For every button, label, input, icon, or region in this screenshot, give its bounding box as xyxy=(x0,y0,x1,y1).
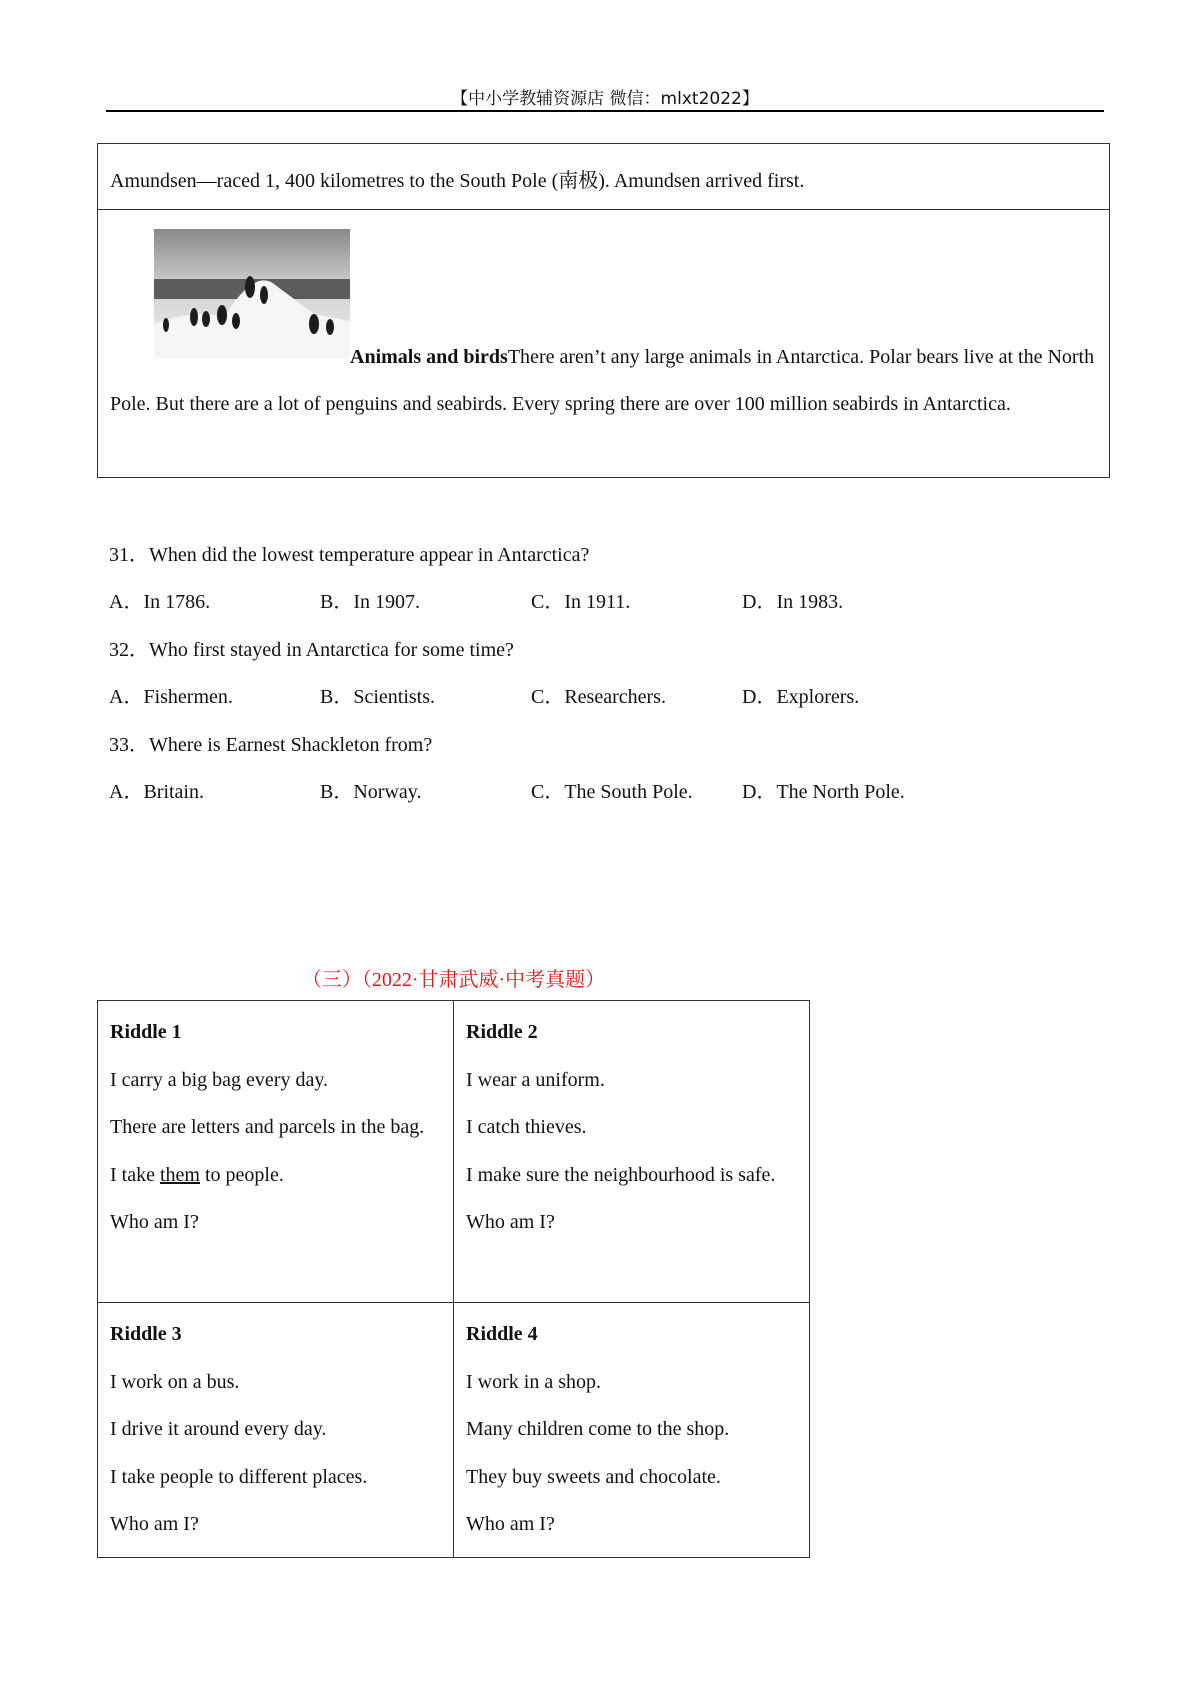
option-a: A．Britain. xyxy=(109,781,204,803)
page-header: 【中小学教辅资源店 微信：mlxt2022】 xyxy=(451,89,759,109)
option-d: D．Explorers. xyxy=(742,686,860,708)
option-c: C．In 1911. xyxy=(531,591,631,613)
riddle-line: They buy sweets and chocolate. xyxy=(466,1465,721,1488)
section-title: （三）（2022·甘肃武威·中考真题） xyxy=(301,969,606,991)
riddle-title: Riddle 2 xyxy=(466,1021,538,1043)
riddle-line: Who am I? xyxy=(466,1211,555,1233)
option-a: A．In 1786. xyxy=(109,591,211,613)
riddle-line-part: to people. xyxy=(199,1163,284,1186)
riddle-line: There are letters and parcels in the bag. xyxy=(110,1116,425,1138)
riddle-title: Riddle 4 xyxy=(466,1323,538,1345)
question-text: When did the lowest temperature appear in Antarctica? xyxy=(149,544,590,566)
riddle-line: Who am I? xyxy=(110,1513,199,1535)
riddle-line: I work on a bus. xyxy=(110,1370,240,1393)
option-d: D．In 1983. xyxy=(742,591,844,613)
riddle-line-part: I take xyxy=(110,1163,160,1186)
riddle-line xyxy=(110,1164,453,1186)
riddle-line: Many children come to the shop. xyxy=(466,1418,730,1440)
riddle-line: I take people to different places. xyxy=(110,1465,368,1488)
riddle-line: I catch thieves. xyxy=(466,1116,587,1138)
option-d: D．The North Pole. xyxy=(742,781,905,803)
passage-box xyxy=(97,143,1110,478)
option-c: C．Researchers. xyxy=(531,686,666,708)
underlined-word: them xyxy=(159,1163,200,1186)
riddle-3-cell xyxy=(98,1303,454,1558)
question-number: 31． xyxy=(109,544,149,566)
question-text: Where is Earnest Shackleton from? xyxy=(149,734,433,756)
riddle-line: Who am I? xyxy=(110,1211,199,1233)
riddle-title: Riddle 1 xyxy=(110,1021,182,1043)
option-b: B．Norway. xyxy=(320,781,422,803)
riddle-title: Riddle 3 xyxy=(110,1323,182,1345)
riddle-4-cell xyxy=(454,1303,810,1558)
riddle-line: I carry a big bag every day. xyxy=(110,1068,329,1091)
option-c: C．The South Pole. xyxy=(531,781,693,803)
question-text: Who first stayed in Antarctica for some time? xyxy=(149,639,514,661)
question-32 xyxy=(109,633,514,662)
riddle-line: I work in a shop. xyxy=(466,1370,601,1393)
option-b: B．In 1907. xyxy=(320,591,420,613)
passage-heading-animals: Animals and birds xyxy=(350,346,508,368)
passage-row-animals xyxy=(110,334,1100,428)
riddle-line: I wear a uniform. xyxy=(466,1068,605,1091)
question-number: 32． xyxy=(109,639,149,661)
riddle-1-cell xyxy=(98,1001,454,1303)
passage-row1-text: Amundsen—raced 1, 400 kilometres to the South Pole (南极). Amundsen arrived first. xyxy=(110,170,805,192)
passage-row-amundsen xyxy=(98,144,1109,210)
riddle-line: I make sure the neighbourhood is safe. xyxy=(466,1163,776,1186)
option-a: A．Fishermen. xyxy=(109,686,233,708)
header-divider xyxy=(106,110,1104,112)
question-31 xyxy=(109,538,589,567)
riddle-line: Who am I? xyxy=(466,1513,555,1535)
riddle-line: I drive it around every day. xyxy=(110,1418,327,1440)
riddles-table xyxy=(97,1000,810,1558)
passage-body-animals: There aren’t any large animals in Antarctica. Polar bears live at the North Pole. But there are a lot of penguins and seabirds. Every spring there are over 100 million seabirds in Antarctica. xyxy=(110,346,1095,415)
option-b: B．Scientists. xyxy=(320,686,436,708)
riddle-2-cell xyxy=(454,1001,810,1303)
question-number: 33． xyxy=(109,734,149,756)
question-33 xyxy=(109,728,432,757)
